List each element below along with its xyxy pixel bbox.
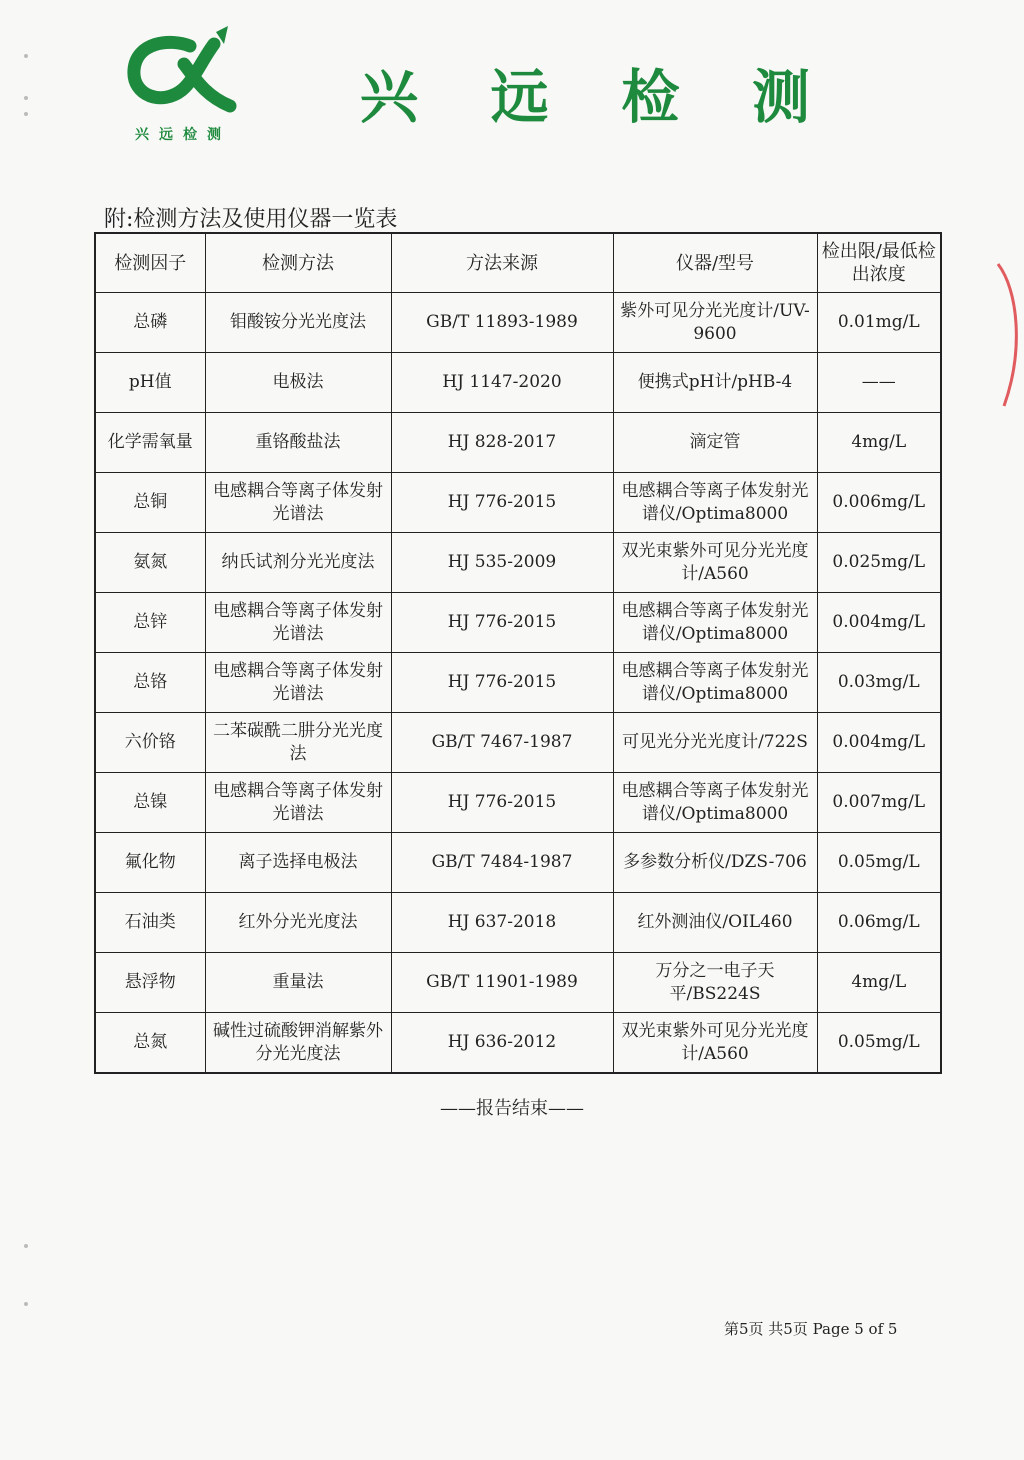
method-cell: 重量法 [205,953,391,1013]
table-row [95,713,941,773]
method-cell: 电感耦合等离子体发射光谱法 [205,593,391,653]
table-row [95,353,941,413]
detection-limit-cell: 0.05mg/L [817,833,941,893]
method-cell: 电极法 [205,353,391,413]
detection-limit-cell: 0.03mg/L [817,653,941,713]
logo-caption: 兴远检测 [135,127,231,143]
standard-cell: HJ 776-2015 [391,593,613,653]
instrument-cell: 红外测油仪/OIL460 [613,893,817,953]
standard-cell: HJ 535-2009 [391,533,613,593]
header-cell: 检测方法 [205,233,391,293]
detection-limit-cell: 0.05mg/L [817,1013,941,1074]
header-cell: 仪器/型号 [613,233,817,293]
table-row [95,293,941,353]
binding-hole-mark [24,96,28,100]
method-cell: 二苯碳酰二肼分光光度法 [205,713,391,773]
table-row [95,593,941,653]
detection-limit-cell: —— [817,353,941,413]
table-row [95,833,941,893]
factor-cell: 总镍 [95,773,205,833]
brand-char: 远 [490,63,549,131]
brand-char: 测 [751,63,810,131]
brand-char: 检 [621,63,680,131]
detection-limit-cell: 0.007mg/L [817,773,941,833]
section-title: 附:检测方法及使用仪器一览表 [104,207,398,232]
standard-cell: GB/T 7484-1987 [391,833,613,893]
factor-cell: 氨氮 [95,533,205,593]
standard-cell: GB/T 7467-1987 [391,713,613,773]
instrument-cell: 双光束紫外可见分光光度计/A560 [613,533,817,593]
method-cell: 纳氏试剂分光光度法 [205,533,391,593]
method-cell: 红外分光光度法 [205,893,391,953]
factor-cell: 六价铬 [95,713,205,773]
table-row [95,413,941,473]
method-cell: 碱性过硫酸钾消解紫外分光光度法 [205,1013,391,1074]
standard-cell: HJ 637-2018 [391,893,613,953]
factor-cell: 氟化物 [95,833,205,893]
factor-cell: 石油类 [95,893,205,953]
factor-cell: 总磷 [95,293,205,353]
instrument-cell: 紫外可见分光光度计/UV-9600 [613,293,817,353]
instrument-cell: 双光束紫外可见分光光度计/A560 [613,1013,817,1074]
method-cell: 电感耦合等离子体发射光谱法 [205,653,391,713]
header-cell: 方法来源 [391,233,613,293]
table-row [95,473,941,533]
standard-cell: HJ 636-2012 [391,1013,613,1074]
instrument-cell: 多参数分析仪/DZS-706 [613,833,817,893]
detection-limit-cell: 0.06mg/L [817,893,941,953]
standard-cell: HJ 1147-2020 [391,353,613,413]
table-header-row [95,233,941,293]
binding-hole-mark [24,112,28,116]
standard-cell: GB/T 11901-1989 [391,953,613,1013]
binding-hole-mark [24,1244,28,1248]
method-cell: 离子选择电极法 [205,833,391,893]
detection-limit-cell: 0.004mg/L [817,713,941,773]
header-cell: 检测因子 [95,233,205,293]
standard-cell: HJ 776-2015 [391,773,613,833]
factor-cell: pH值 [95,353,205,413]
detection-limit-cell: 0.006mg/L [817,473,941,533]
brand-char: 兴 [360,63,419,131]
standard-cell: HJ 776-2015 [391,473,613,533]
method-cell: 电感耦合等离子体发射光谱法 [205,773,391,833]
binding-hole-mark [24,54,28,58]
table-body [95,293,941,1074]
instrument-cell: 便携式pH计/pHB-4 [613,353,817,413]
instrument-cell: 电感耦合等离子体发射光谱仪/Optima8000 [613,593,817,653]
method-cell: 钼酸铵分光光度法 [205,293,391,353]
detection-limit-cell: 4mg/L [817,953,941,1013]
standard-cell: HJ 776-2015 [391,653,613,713]
factor-cell: 化学需氧量 [95,413,205,473]
table-row [95,773,941,833]
instrument-cell: 滴定管 [613,413,817,473]
red-stamp-fragment [994,260,1024,410]
table-row [95,1013,941,1074]
detection-limit-cell: 4mg/L [817,413,941,473]
alpha-fish-logo-icon [122,24,244,124]
detection-limit-cell: 0.004mg/L [817,593,941,653]
header-cell: 检出限/最低检出浓度 [817,233,941,293]
page-footer: 第5页 共5页 Page 5 of 5 [724,1320,898,1338]
table-row [95,533,941,593]
table-row [95,893,941,953]
report-end-note: ——报告结束—— [440,1098,584,1119]
instrument-cell: 万分之一电子天平/BS224S [613,953,817,1013]
detection-limit-cell: 0.01mg/L [817,293,941,353]
instrument-cell: 可见光分光光度计/722S [613,713,817,773]
factor-cell: 悬浮物 [95,953,205,1013]
company-logo [122,24,244,154]
detection-limit-cell: 0.025mg/L [817,533,941,593]
standard-cell: HJ 828-2017 [391,413,613,473]
factor-cell: 总锌 [95,593,205,653]
instrument-cell: 电感耦合等离子体发射光谱仪/Optima8000 [613,653,817,713]
binding-hole-mark [24,1302,28,1306]
table-row [95,953,941,1013]
method-instrument-table [94,232,942,1074]
company-name [360,50,810,134]
method-cell: 电感耦合等离子体发射光谱法 [205,473,391,533]
factor-cell: 总铬 [95,653,205,713]
factor-cell: 总氮 [95,1013,205,1074]
instrument-cell: 电感耦合等离子体发射光谱仪/Optima8000 [613,473,817,533]
method-cell: 重铬酸盐法 [205,413,391,473]
standard-cell: GB/T 11893-1989 [391,293,613,353]
factor-cell: 总铜 [95,473,205,533]
instrument-cell: 电感耦合等离子体发射光谱仪/Optima8000 [613,773,817,833]
table-row [95,653,941,713]
